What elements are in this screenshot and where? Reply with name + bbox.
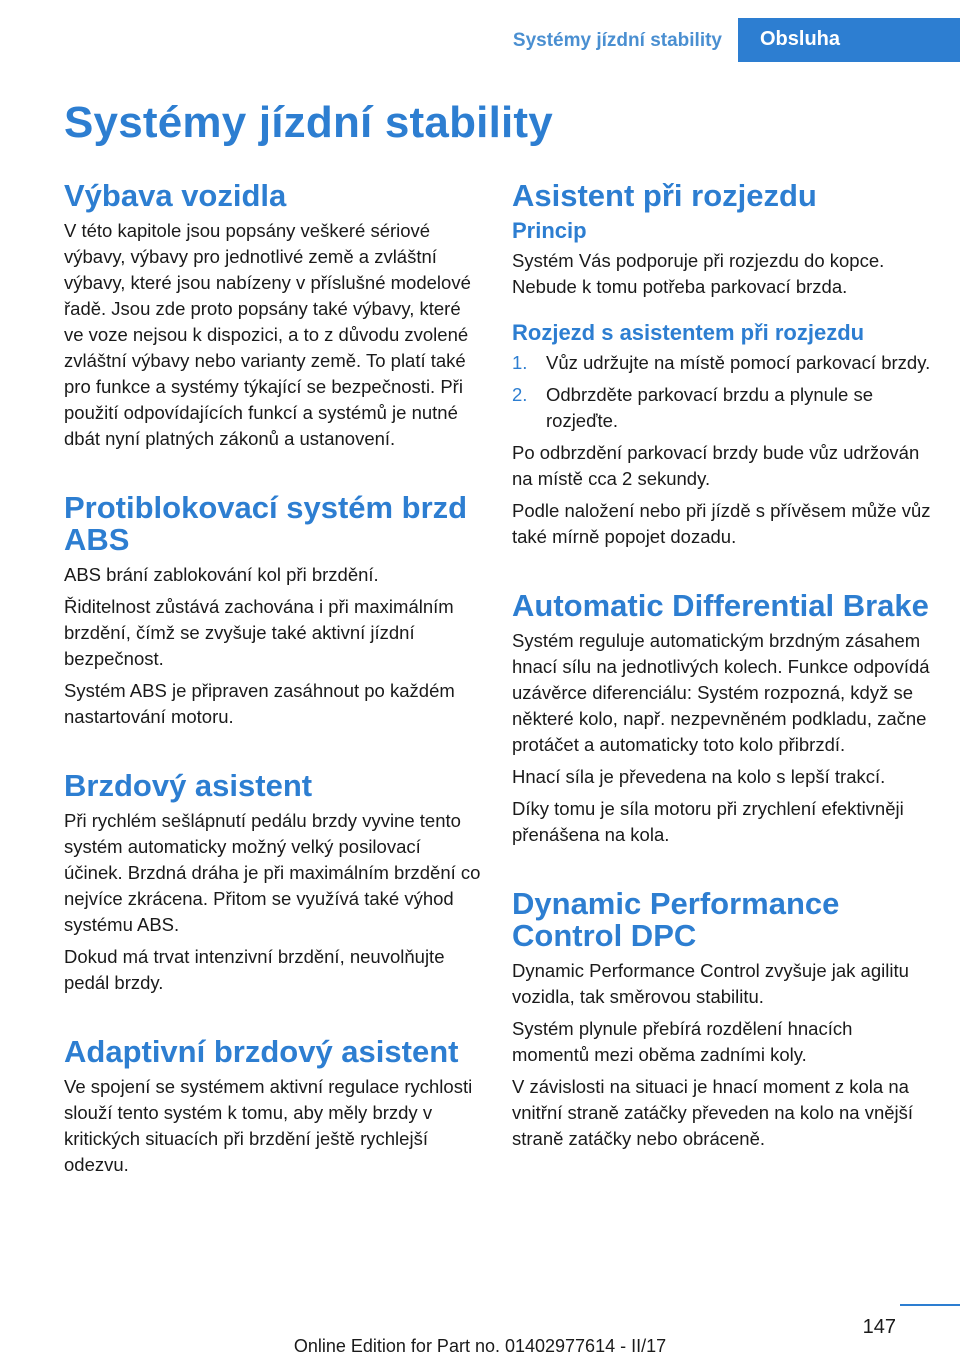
paragraph: Systém reguluje automatickým brzdným zásahem hnací sílu na jednotlivých kolech. Funkce odpovídá uzávěrce diferenciálu: Systém rozpozná, když se některé kolo, např. nezpevněném podkladu, začne protáčet a automaticky toto kolo přibrzdí. [512,630,930,755]
list-item [512,382,932,434]
paragraph: Řiditelnost zůstává zachována i při maximálním brzdění, čímž se zvyšuje také aktivní jízdní bezpečnost. [64,596,454,669]
section-abs [64,492,484,730]
paragraph: Při rychlém sešlápnutí pedálu brzdy vyvine tento systém automaticky možný velký posilovací účinek. Brzdná dráha je při maximálním brzdění co nejvíce zkrácena. Přitom se využívá také výhod systému ABS. [64,810,481,935]
paragraph: Dynamic Performance Control zvyšuje jak agilitu vozidla, tak směrovou stabilitu. [512,960,909,1007]
section-asistent-pri-rozjezdu [512,180,932,550]
section-heading: Adaptivní brzdový asistent [64,1034,459,1069]
paragraph: ABS brání zablokování kol při brzdění. [64,564,379,585]
paragraph: Systém Vás podporuje při rozjezdu do kopce. Nebude k tomu potřeba parkovací brzda. [512,250,885,297]
header-chapter-tab: Obsluha [738,18,960,62]
footer-edition: Online Edition for Part no. 01402977614 - II/17 [293,1336,667,1356]
header-section-title: Systémy jízdní stability [512,30,722,51]
section-heading: Asistent při rozjezdu [512,178,817,213]
list-item [512,350,932,376]
paragraph: Díky tomu je síla motoru při zrychlení efektivněji přenášena na kola. [512,798,904,845]
step-number: 2. [512,384,528,405]
paragraph: Dokud má trvat intenzivní brzdění, neuvolňujte pedál brzdy. [64,946,445,993]
step-text: Odbrzděte parkovací brzdu a plynule se rozjeďte. [546,384,874,431]
paragraph: Po odbrzdění parkovací brzdy bude vůz udržován na místě cca 2 sekundy. [512,442,920,489]
page-header [0,0,960,62]
right-column [512,180,932,1192]
paragraph: Systém plynule přebírá rozdělení hnacích momentů mezi oběma zadními koly. [512,1018,853,1065]
subsection-heading: Princip [512,218,587,243]
paragraph: Ve spojení se systémem aktivní regulace rychlosti slouží tento systém k tomu, aby měly brzdy v kritických situacích při brzdění ještě rychlejší odezvu. [64,1076,473,1175]
section-vybava-vozidla [64,180,484,452]
section-heading: Výbava vozidla [64,178,287,213]
section-heading: Dynamic Performance Control DPC [512,886,840,953]
subsection-heading: Rozjezd s asistentem při rozjezdu [512,320,865,345]
step-number: 1. [512,352,528,373]
section-dynamic-performance-control [512,888,932,1152]
paragraph: Hnací síla je převedena na kolo s lepší trakcí. [512,766,886,787]
section-adaptivni-brzdovy-asistent [64,1036,484,1178]
page-title: Systémy jízdní stability [64,98,553,147]
section-automatic-differential-brake [512,590,932,848]
section-heading: Automatic Differential Brake [512,588,929,623]
paragraph: V závislosti na situaci je hnací moment z kola na vnitřní straně zatáčky převeden na kolo na vnější straně zatáčky nebo obráceně. [512,1076,914,1149]
paragraph: Podle naložení nebo při jízdě s přívěsem může vůz také mírně popojet dozadu. [512,500,931,547]
section-heading: Brzdový asistent [64,768,313,803]
section-brzdovy-asistent [64,770,484,996]
section-heading: Protiblokovací systém brzd ABS [64,490,468,557]
step-text: Vůz udržujte na místě pomocí parkovací brzdy. [546,352,931,373]
page-number: 147 [862,1316,896,1338]
left-column [64,180,484,1218]
paragraph: Systém ABS je připraven zasáhnout po každém nastartování motoru. [64,680,455,727]
subsection-princip [512,218,932,300]
page-number-rule [900,1304,960,1306]
steps-list [512,350,932,434]
paragraph: V této kapitole jsou popsány veškeré sériové výbavy, výbavy pro jednotlivé země a zvláštní výbavy, které jsou nabízeny v příslušné modelové řadě. Jsou zde proto popsány také výbavy, které ve voze nejsou k dispozici, a to z důvodu zvolené zvláštní výbavy nebo varianty země. To platí také pro funkce a systémy týkající se bezpečnosti. Při použití odpovídajících funkcí a systémů je nutné dbát nyní platných zákonů a ustanovení. [64,220,471,449]
